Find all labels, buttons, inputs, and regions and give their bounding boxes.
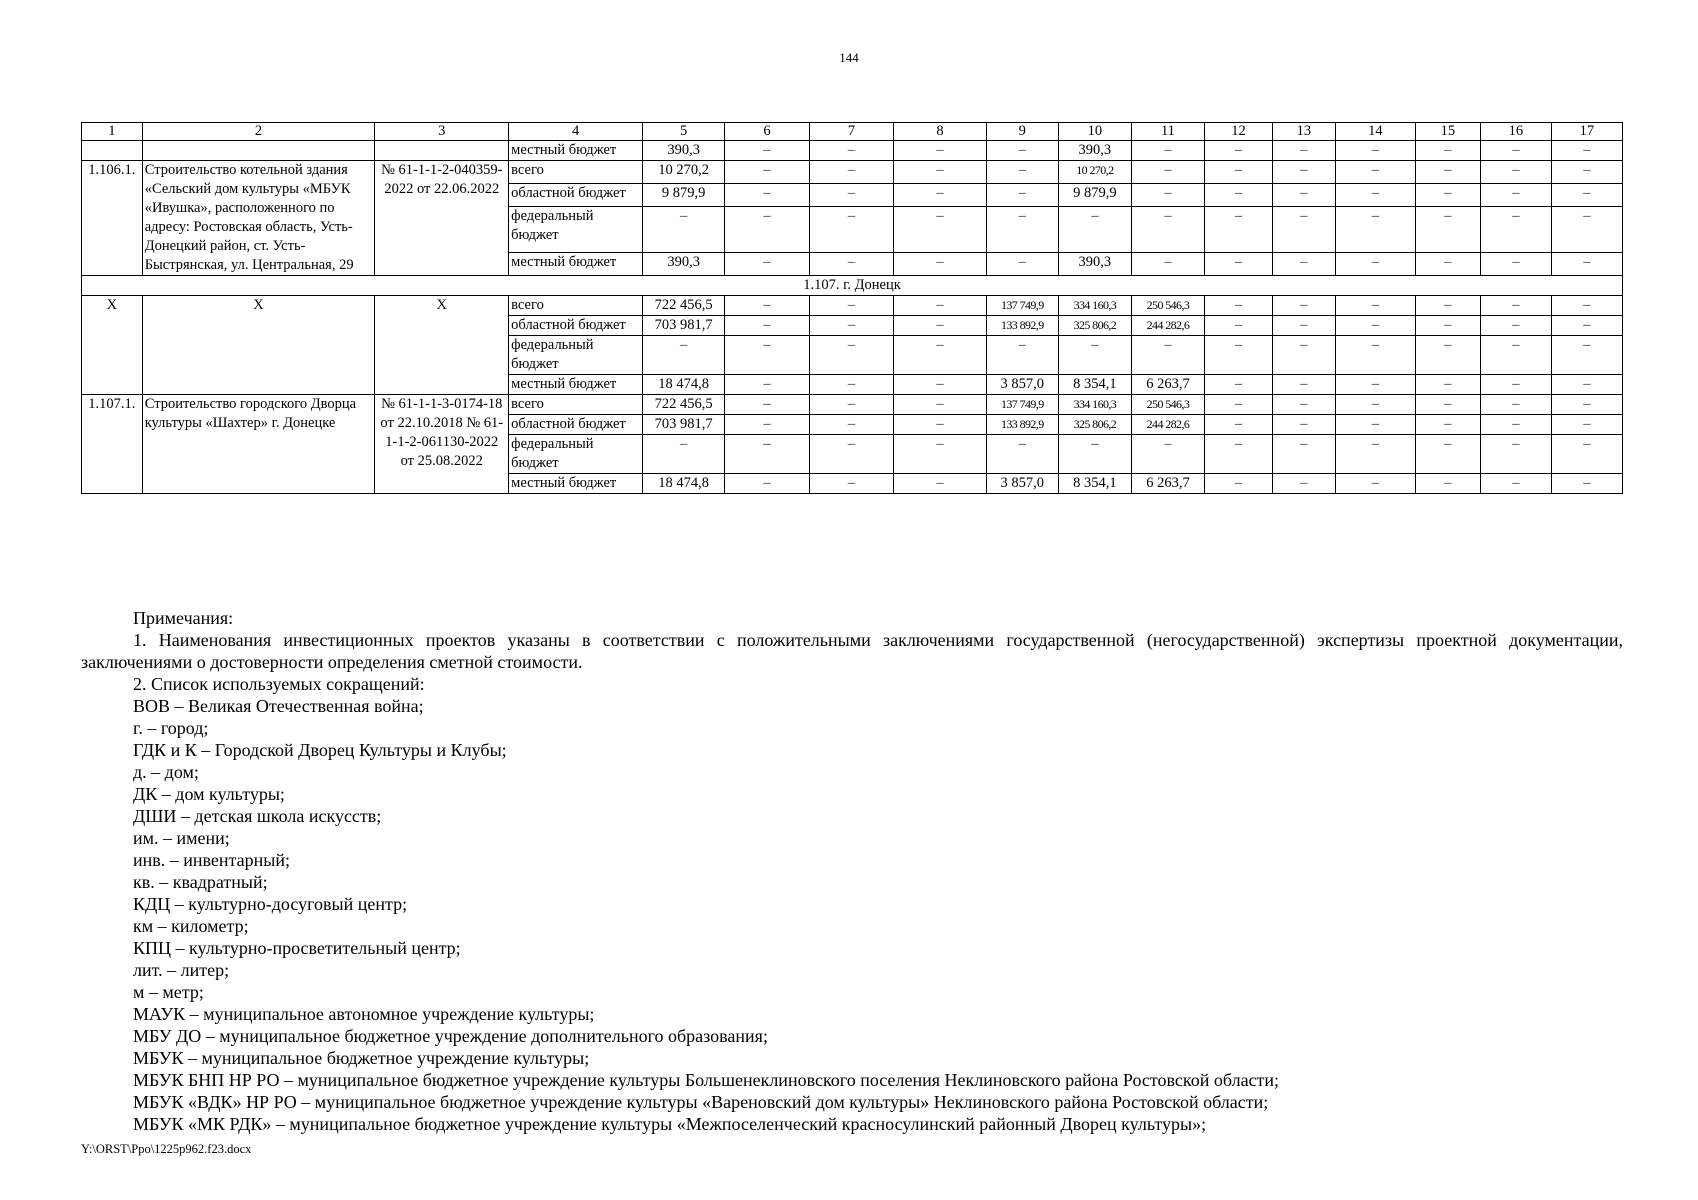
value-cell: – <box>1480 395 1551 415</box>
value-cell: – <box>1204 252 1272 275</box>
value-cell: – <box>1480 296 1551 316</box>
value-cell: – <box>1204 415 1272 435</box>
value-cell: – <box>1272 474 1335 494</box>
value-cell: 10 270,2 <box>642 161 724 184</box>
header-cell: 16 <box>1480 123 1551 141</box>
value-cell: 390,3 <box>642 252 724 275</box>
abbreviation-item: им. – имени; <box>133 828 230 848</box>
value-cell: – <box>642 336 724 375</box>
value-cell: – <box>1204 375 1272 395</box>
value-cell: – <box>1480 375 1551 395</box>
value-cell: – <box>725 415 809 435</box>
budget-label: местный бюджет <box>509 474 643 494</box>
value-cell: – <box>1335 184 1415 207</box>
value-cell: – <box>1415 395 1480 415</box>
table-row <box>82 395 1623 415</box>
file-path-footer: Y:\ORST\Ppo\1225p962.f23.docx <box>81 1142 252 1156</box>
budget-label: федеральный бюджет <box>509 435 643 474</box>
header-cell: 15 <box>1415 123 1480 141</box>
value-cell: – <box>1335 252 1415 275</box>
budget-label: областной бюджет <box>509 316 643 336</box>
abbreviation-item: МБУК – муниципальное бюджетное учреждение культуры; <box>133 1048 590 1068</box>
header-cell: 2 <box>142 123 375 141</box>
value-cell: – <box>725 207 809 252</box>
value-cell: – <box>1131 184 1204 207</box>
value-cell: – <box>1204 435 1272 474</box>
value-cell: 6 263,7 <box>1131 375 1204 395</box>
value-cell: – <box>809 141 893 161</box>
value-cell: – <box>894 316 987 336</box>
value-cell: – <box>1551 184 1622 207</box>
value-cell: – <box>1272 316 1335 336</box>
value-cell: – <box>1204 395 1272 415</box>
value-cell: – <box>986 207 1058 252</box>
expertise-doc: № 61-1-1-3-0174-18 от 22.10.2018 № 61-1-1-2-061130-2022 от 25.08.2022 <box>375 395 509 494</box>
value-cell: 3 857,0 <box>986 474 1058 494</box>
value-cell: – <box>725 435 809 474</box>
value-cell: – <box>1272 252 1335 275</box>
value-cell: – <box>1480 336 1551 375</box>
abbreviation-item: КДЦ – культурно-досуговый центр; <box>133 894 408 914</box>
value-cell: – <box>725 375 809 395</box>
value-cell: 722 456,5 <box>642 296 724 316</box>
value-cell: – <box>894 435 987 474</box>
notes-section <box>81 607 1623 1135</box>
value-cell: 137 749,9 <box>986 296 1058 316</box>
value-cell: 133 892,9 <box>986 415 1058 435</box>
header-cell: 8 <box>894 123 987 141</box>
header-cell: 4 <box>509 123 643 141</box>
abbreviation-item: МБУК «ВДК» НР РО – муниципальное бюджетное учреждение культуры «Вареновский дом культуры» Неклиновского района Ростовской области; <box>133 1092 1269 1112</box>
value-cell: – <box>986 252 1058 275</box>
value-cell: – <box>809 435 893 474</box>
value-cell: – <box>1335 395 1415 415</box>
value-cell: – <box>1551 336 1622 375</box>
value-cell: – <box>1131 435 1204 474</box>
value-cell: – <box>725 161 809 184</box>
value-cell: – <box>725 141 809 161</box>
table-row <box>82 161 1623 184</box>
abbreviation-item: МБУ ДО – муниципальное бюджетное учреждение дополнительного образования; <box>133 1026 768 1046</box>
header-cell: 1 <box>82 123 143 141</box>
value-cell: – <box>1335 316 1415 336</box>
value-cell: – <box>1204 161 1272 184</box>
value-cell: – <box>1204 336 1272 375</box>
value-cell: – <box>809 395 893 415</box>
abbreviation-item: лит. – литер; <box>133 960 230 980</box>
value-cell: – <box>725 316 809 336</box>
budget-label: областной бюджет <box>509 184 643 207</box>
table-row <box>82 296 1623 316</box>
value-cell: – <box>1480 474 1551 494</box>
value-cell: – <box>1415 252 1480 275</box>
abbreviation-item: инв. – инвентарный; <box>133 850 290 870</box>
value-cell: – <box>1551 435 1622 474</box>
note-item-2: 2. Список используемых сокращений: <box>133 674 425 694</box>
value-cell: – <box>894 474 987 494</box>
budget-label: федеральный бюджет <box>509 207 643 252</box>
project-name <box>142 141 375 161</box>
value-cell: 325 806,2 <box>1058 316 1131 336</box>
value-cell: – <box>1415 375 1480 395</box>
value-cell: – <box>1415 141 1480 161</box>
value-cell: – <box>1272 141 1335 161</box>
row-number <box>82 141 143 161</box>
value-cell: – <box>1551 395 1622 415</box>
value-cell: – <box>1272 184 1335 207</box>
value-cell: – <box>725 296 809 316</box>
header-cell: 3 <box>375 123 509 141</box>
row-number: 1.107.1. <box>82 395 143 494</box>
value-cell: 703 981,7 <box>642 316 724 336</box>
value-cell: – <box>1335 435 1415 474</box>
abbreviation-list <box>81 695 1623 1135</box>
value-cell: – <box>1415 415 1480 435</box>
value-cell: 244 282,6 <box>1131 415 1204 435</box>
value-cell: – <box>1272 161 1335 184</box>
header-cell: 9 <box>986 123 1058 141</box>
abbreviation-item: кв. – квадратный; <box>133 872 268 892</box>
value-cell: 8 354,1 <box>1058 474 1131 494</box>
expertise-doc <box>375 141 509 161</box>
abbreviation-item: д. – дом; <box>133 762 199 782</box>
budget-label: федеральный бюджет <box>509 336 643 375</box>
abbreviation-item: МБУК БНП НР РО – муниципальное бюджетное учреждение культуры Большенеклиновского поселения Неклиновского района Ростовской области; <box>133 1070 1280 1090</box>
value-cell: 244 282,6 <box>1131 316 1204 336</box>
project-name: Строительство городского Дворца культуры «Шахтер» г. Донецке <box>142 395 375 494</box>
value-cell: – <box>1058 336 1131 375</box>
project-name: Строительство котельной здания «Сельский дом культуры «МБУК «Ивушка», расположенного по адресу: Ростовская область, Усть-Донецкий район, ст. Усть-Быстрянская, ул. Центральная, 29 <box>142 161 375 276</box>
value-cell: – <box>894 415 987 435</box>
abbreviation-item: ВОВ – Великая Отечественная война; <box>133 696 424 716</box>
budget-label: областной бюджет <box>509 415 643 435</box>
value-cell: 133 892,9 <box>986 316 1058 336</box>
value-cell: – <box>725 395 809 415</box>
value-cell: 334 160,3 <box>1058 296 1131 316</box>
value-cell: – <box>1551 141 1622 161</box>
value-cell: – <box>1058 435 1131 474</box>
header-cell: 10 <box>1058 123 1131 141</box>
value-cell: – <box>1415 435 1480 474</box>
value-cell: – <box>894 207 987 252</box>
value-cell: – <box>1480 435 1551 474</box>
budget-label: местный бюджет <box>509 375 643 395</box>
value-cell: – <box>809 316 893 336</box>
project-name: X <box>142 296 375 395</box>
abbreviation-item: КПЦ – культурно-просветительный центр; <box>133 938 461 958</box>
budget-label: местный бюджет <box>509 141 643 161</box>
value-cell: – <box>809 474 893 494</box>
value-cell: – <box>1272 296 1335 316</box>
value-cell: – <box>809 375 893 395</box>
value-cell: – <box>1272 336 1335 375</box>
abbreviation-item: ДК – дом культуры; <box>133 784 285 804</box>
abbreviation-item: ДШИ – детская школа искусств; <box>133 806 382 826</box>
value-cell: 6 263,7 <box>1131 474 1204 494</box>
value-cell: – <box>1272 395 1335 415</box>
value-cell: – <box>894 184 987 207</box>
value-cell: – <box>894 395 987 415</box>
value-cell: – <box>1480 184 1551 207</box>
value-cell: 3 857,0 <box>986 375 1058 395</box>
value-cell: – <box>725 252 809 275</box>
value-cell: 18 474,8 <box>642 474 724 494</box>
section-row <box>82 276 1623 296</box>
budget-label: всего <box>509 161 643 184</box>
header-cell: 7 <box>809 123 893 141</box>
value-cell: – <box>1480 252 1551 275</box>
abbreviation-item: МБУК «МК РДК» – муниципальное бюджетное учреждение культуры «Межпоселенческий красносулинский районный Дворец культуры»; <box>133 1114 1207 1134</box>
expertise-doc: X <box>375 296 509 395</box>
value-cell: – <box>1204 296 1272 316</box>
value-cell: – <box>1272 207 1335 252</box>
value-cell: – <box>1551 296 1622 316</box>
value-cell: – <box>986 141 1058 161</box>
header-cell: 13 <box>1272 123 1335 141</box>
value-cell: – <box>1415 296 1480 316</box>
value-cell: 390,3 <box>1058 252 1131 275</box>
value-cell: – <box>809 207 893 252</box>
page-number: 144 <box>839 50 859 65</box>
value-cell: 390,3 <box>1058 141 1131 161</box>
value-cell: – <box>1335 207 1415 252</box>
value-cell: – <box>986 161 1058 184</box>
value-cell: – <box>809 161 893 184</box>
value-cell: – <box>1131 161 1204 184</box>
value-cell: – <box>1335 296 1415 316</box>
value-cell: – <box>1204 474 1272 494</box>
budget-label: местный бюджет <box>509 252 643 275</box>
header-cell: 11 <box>1131 123 1204 141</box>
value-cell: – <box>1415 161 1480 184</box>
value-cell: – <box>986 336 1058 375</box>
value-cell: 18 474,8 <box>642 375 724 395</box>
value-cell: – <box>1551 415 1622 435</box>
table-row <box>82 141 1623 161</box>
value-cell: – <box>809 336 893 375</box>
value-cell: – <box>1131 141 1204 161</box>
header-cell: 6 <box>725 123 809 141</box>
value-cell: 9 879,9 <box>642 184 724 207</box>
value-cell: – <box>894 141 987 161</box>
value-cell: – <box>1551 161 1622 184</box>
value-cell: – <box>1204 316 1272 336</box>
value-cell: 722 456,5 <box>642 395 724 415</box>
value-cell: – <box>1335 161 1415 184</box>
value-cell: – <box>1335 415 1415 435</box>
value-cell: – <box>1415 316 1480 336</box>
header-cell: 5 <box>642 123 724 141</box>
section-title: 1.107. г. Донецк <box>82 276 1623 296</box>
abbreviation-item: км – километр; <box>133 916 249 936</box>
row-number: 1.106.1. <box>82 161 143 276</box>
value-cell: 250 546,3 <box>1131 395 1204 415</box>
value-cell: – <box>1131 336 1204 375</box>
value-cell: 325 806,2 <box>1058 415 1131 435</box>
header-cell: 14 <box>1335 123 1415 141</box>
value-cell: – <box>1131 207 1204 252</box>
value-cell: 9 879,9 <box>1058 184 1131 207</box>
value-cell: – <box>1415 336 1480 375</box>
value-cell: – <box>1131 252 1204 275</box>
value-cell: – <box>1551 474 1622 494</box>
value-cell: – <box>1204 184 1272 207</box>
value-cell: – <box>725 184 809 207</box>
value-cell: – <box>1415 184 1480 207</box>
value-cell: – <box>1480 141 1551 161</box>
value-cell: – <box>986 435 1058 474</box>
value-cell: 10 270,2 <box>1058 161 1131 184</box>
header-cell: 12 <box>1204 123 1272 141</box>
budget-label: всего <box>509 296 643 316</box>
value-cell: – <box>1551 316 1622 336</box>
value-cell: 137 749,9 <box>986 395 1058 415</box>
value-cell: – <box>1551 252 1622 275</box>
value-cell: 703 981,7 <box>642 415 724 435</box>
expertise-doc: № 61-1-1-2-040359-2022 от 22.06.2022 <box>375 161 509 276</box>
value-cell: – <box>1204 141 1272 161</box>
value-cell: – <box>725 474 809 494</box>
value-cell: – <box>1480 161 1551 184</box>
notes-heading: Примечания: <box>133 608 234 628</box>
value-cell: – <box>642 435 724 474</box>
header-cell: 17 <box>1551 123 1622 141</box>
table-header-row <box>82 123 1623 141</box>
value-cell: – <box>1335 141 1415 161</box>
abbreviation-item: МАУК – муниципальное автономное учреждение культуры; <box>133 1004 595 1024</box>
value-cell: – <box>894 252 987 275</box>
abbreviation-item: г. – город; <box>133 718 209 738</box>
value-cell: – <box>894 296 987 316</box>
value-cell: – <box>1480 207 1551 252</box>
value-cell: – <box>725 336 809 375</box>
value-cell: – <box>1272 415 1335 435</box>
value-cell: – <box>1335 336 1415 375</box>
budget-label: всего <box>509 395 643 415</box>
abbreviation-item: ГДК и К – Городской Дворец Культуры и Клубы; <box>133 740 507 760</box>
value-cell: – <box>1335 474 1415 494</box>
value-cell: – <box>1480 415 1551 435</box>
value-cell: – <box>894 375 987 395</box>
value-cell: 334 160,3 <box>1058 395 1131 415</box>
value-cell: – <box>1415 474 1480 494</box>
value-cell: – <box>894 336 987 375</box>
abbreviation-item: м – метр; <box>133 982 204 1002</box>
investment-table <box>81 122 1623 494</box>
value-cell: – <box>1335 375 1415 395</box>
value-cell: – <box>1551 375 1622 395</box>
value-cell: – <box>1551 207 1622 252</box>
value-cell: – <box>1272 435 1335 474</box>
note-item-1: 1. Наименования инвестиционных проектов указаны в соответствии с положительными заключениями государственной (негосударственной) экспертизы проектной документации, заключениями о достоверности определения сметной стоимости. <box>81 630 1623 672</box>
value-cell: – <box>1272 375 1335 395</box>
value-cell: – <box>809 296 893 316</box>
row-number: X <box>82 296 143 395</box>
value-cell: – <box>642 207 724 252</box>
value-cell: – <box>1415 207 1480 252</box>
value-cell: 250 546,3 <box>1131 296 1204 316</box>
value-cell: – <box>809 415 893 435</box>
value-cell: – <box>809 184 893 207</box>
value-cell: – <box>1204 207 1272 252</box>
value-cell: – <box>1058 207 1131 252</box>
value-cell: – <box>1480 316 1551 336</box>
value-cell: 8 354,1 <box>1058 375 1131 395</box>
value-cell: 390,3 <box>642 141 724 161</box>
value-cell: – <box>809 252 893 275</box>
value-cell: – <box>894 161 987 184</box>
value-cell: – <box>986 184 1058 207</box>
